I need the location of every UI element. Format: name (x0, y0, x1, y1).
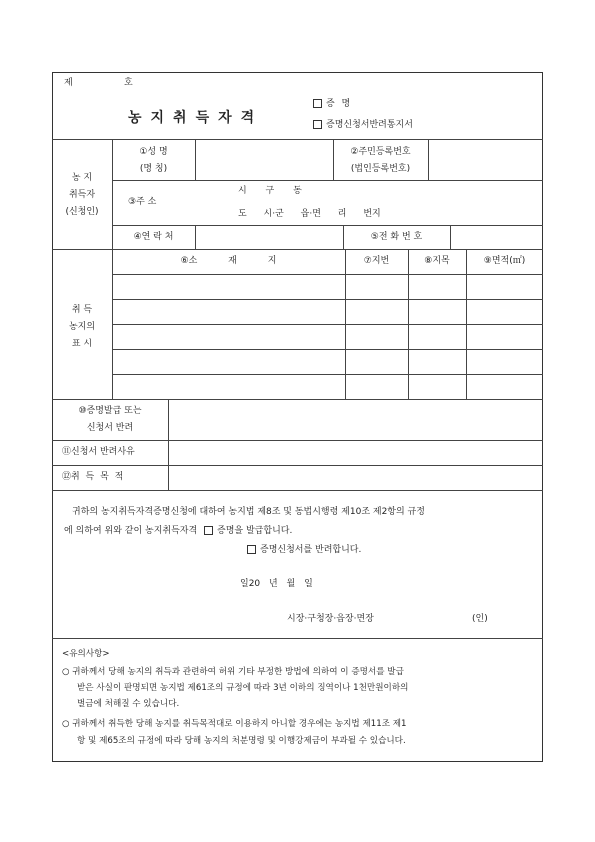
applicant-section-label: 농 지 (71, 173, 93, 183)
phone-field[interactable] (451, 226, 542, 249)
registration-label: ②주민등록번호 (350, 147, 411, 157)
address-line-2: 도 시·군 읍·면 리 번지 (238, 209, 381, 219)
issuer-title: 시장·구청장·읍장·면장 (287, 614, 374, 624)
no-label: 제 (64, 78, 73, 88)
return-application-checkbox[interactable] (247, 545, 256, 554)
notes-heading: <유의사항> (62, 649, 110, 659)
statement-line-3: 증명신청서를 반려합니다. (247, 545, 361, 556)
note-1-line-3: 벌금에 처해질 수 있습니다. (77, 699, 180, 709)
statement-line-2: 에 의하여 위와 같이 농지취득자격 증명을 발급합니다. (64, 526, 293, 536)
registration-sublabel: (법인등록번호) (350, 164, 411, 174)
land-section-label: 농지의 (68, 322, 96, 332)
name-field[interactable] (196, 140, 332, 180)
address-label: ③주 소 (128, 197, 157, 207)
issue-label: ⑩증명발급 또는 (78, 406, 142, 416)
purpose-field[interactable] (169, 466, 542, 490)
lot-column-header: ⑦지번 (363, 256, 390, 266)
certificate-checkbox[interactable] (313, 99, 322, 108)
form-title: 농지취득자격 (128, 110, 264, 126)
return-notice-checkbox[interactable] (313, 120, 322, 129)
option-certificate: 증 명 (313, 99, 352, 110)
note-2-line-2: 항 및 제65조의 규정에 따라 당해 농지의 처분명령 및 이행강제금이 부과될 수 있습니다. (77, 736, 406, 746)
registration-field[interactable] (429, 140, 542, 180)
issue-label: 신청서 반려 (86, 423, 134, 433)
contact-label: ④연 락 처 (133, 232, 174, 242)
divider (52, 490, 543, 491)
address-field[interactable] (196, 181, 542, 225)
statement-line-1: 귀하의 농지취득자격증명신청에 대하여 농지법 제8조 및 동법시행령 제10조 제2항의 규정 (72, 507, 425, 517)
option-return-notice: 증명신청서반려통지서 (313, 120, 413, 131)
address-line-1: 시 구 동 (238, 186, 302, 196)
return-reason-field[interactable] (169, 441, 542, 465)
issue-date: 일20 년 월 일 (240, 579, 313, 589)
land-table-row[interactable] (113, 300, 543, 324)
note-2-line-1: ○ 귀하께서 취득한 당해 농지를 취득목적대로 이용하지 아니할 경우에는 농지법 제11조 제1 (62, 719, 407, 729)
land-table-row[interactable] (113, 325, 543, 349)
issue-certificate-checkbox[interactable] (204, 526, 213, 535)
applicant-section-label: 취득자 (68, 190, 96, 200)
land-table-row[interactable] (113, 275, 543, 299)
type-column-header: ⑧지목 (424, 256, 450, 266)
return-reason-label: ⑪신청서 반려사유 (62, 447, 135, 457)
area-column-header: ⑨면적(㎡) (483, 256, 526, 266)
name-label: ①성 명 (139, 147, 168, 157)
location-column-header: ⑥소 재 지 (180, 256, 277, 266)
land-section-label: 취 득 (71, 305, 93, 315)
land-section-label: 표 시 (71, 339, 93, 349)
divider (52, 638, 543, 639)
issue-field[interactable] (169, 400, 542, 440)
land-table-row[interactable] (113, 350, 543, 374)
land-table-row[interactable] (113, 375, 543, 399)
divider (52, 249, 543, 250)
purpose-label: ⑫취 득 목 적 (62, 472, 124, 482)
contact-field[interactable] (196, 226, 343, 249)
name-sublabel: (명 칭) (139, 164, 168, 174)
seal-mark: (인) (472, 614, 488, 624)
note-1-line-1: ○ 귀하께서 당해 농지의 취득과 관련하여 허위 기타 부정한 방법에 의하여 이 증명서를 발급 (62, 667, 404, 677)
ho-label: 호 (124, 78, 133, 88)
phone-label: ⑤전 화 번 호 (370, 232, 423, 242)
applicant-section-label: (신청인) (65, 207, 99, 217)
note-1-line-2: 받은 사실이 판명되면 농지법 제61조의 규정에 따라 3년 이하의 징역이나 1천만원이하의 (77, 683, 409, 693)
